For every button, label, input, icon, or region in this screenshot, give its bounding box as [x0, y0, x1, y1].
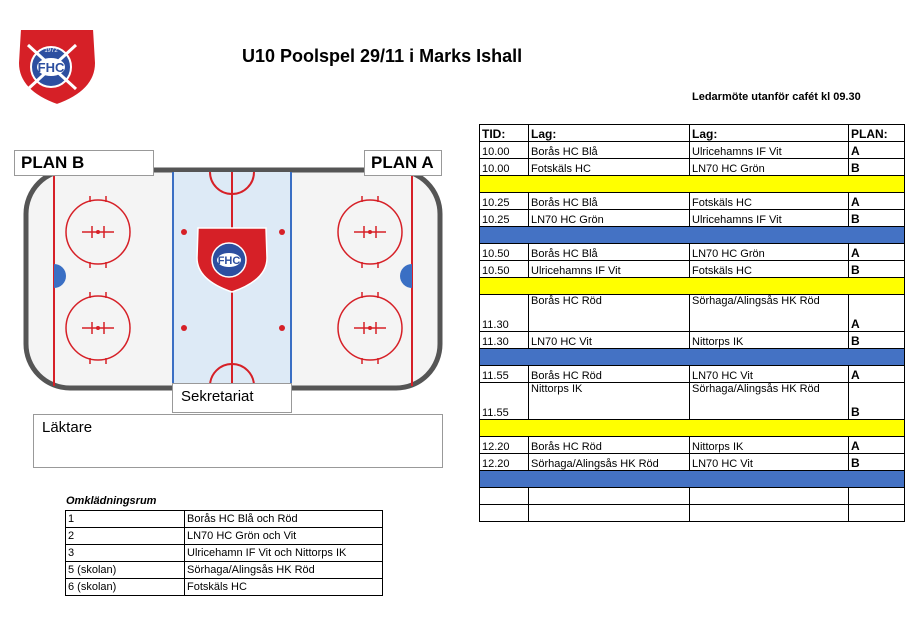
club-logo	[14, 25, 100, 107]
table-row	[480, 295, 905, 332]
team-cell: LN70 HC Grön	[690, 244, 849, 261]
table-row-empty	[480, 505, 905, 522]
svg-text:FHC: FHC	[217, 255, 241, 267]
time-cell: 11.30	[480, 332, 529, 349]
team-cell: LN70 HC Grön	[529, 210, 690, 227]
plan-cell: A	[849, 295, 905, 332]
time-cell: 11.55	[480, 383, 529, 420]
time-cell: 12.20	[480, 437, 529, 454]
table-row	[480, 261, 905, 278]
table-row	[66, 511, 383, 528]
teams-cell: Sörhaga/Alingsås HK Röd	[185, 562, 383, 579]
plan-a-label: PLAN A	[364, 150, 442, 176]
column-header-time: TID:	[480, 125, 529, 142]
table-row	[66, 579, 383, 596]
table-row	[480, 383, 905, 420]
teams-cell: Fotskäls HC	[185, 579, 383, 596]
room-cell: 1	[66, 511, 185, 528]
time-cell: 10.50	[480, 244, 529, 261]
team-cell: Nittorps IK	[690, 437, 849, 454]
separator-row-yellow	[480, 420, 905, 437]
team-cell: Borås HC Blå	[529, 142, 690, 159]
time-cell: 10.00	[480, 159, 529, 176]
time-cell: 10.25	[480, 193, 529, 210]
team-cell: Borås HC Blå	[529, 244, 690, 261]
time-cell: 10.25	[480, 210, 529, 227]
plan-cell: B	[849, 159, 905, 176]
time-cell: 10.50	[480, 261, 529, 278]
separator-row-blue	[480, 227, 905, 244]
column-header-plan: PLAN:	[849, 125, 905, 142]
team-cell: Fotskäls HC	[529, 159, 690, 176]
table-row	[480, 244, 905, 261]
secretariat-label: Sekretariat	[172, 383, 292, 413]
table-row	[480, 366, 905, 383]
teams-cell: LN70 HC Grön och Vit	[185, 528, 383, 545]
room-cell: 2	[66, 528, 185, 545]
column-header-team1: Lag:	[529, 125, 690, 142]
separator-row-blue	[480, 349, 905, 366]
team-cell: Borås HC Röd	[529, 437, 690, 454]
plan-cell: B	[849, 210, 905, 227]
table-row	[480, 159, 905, 176]
rink-diagram	[20, 160, 448, 400]
team-cell: LN70 HC Vit	[529, 332, 690, 349]
svg-text:1972: 1972	[44, 48, 58, 54]
team-cell: Nittorps IK	[529, 383, 690, 420]
dressing-rooms-title: Omklädningsrum	[66, 495, 157, 507]
team-cell: LN70 HC Vit	[690, 366, 849, 383]
teams-cell: Ulricehamn IF Vit och Nittorps IK	[185, 545, 383, 562]
team-cell: Fotskäls HC	[690, 261, 849, 278]
meeting-note: Ledarmöte utanför cafét kl 09.30	[692, 91, 861, 103]
dressing-rooms-table	[65, 510, 383, 596]
team-cell: Ulricehamns IF Vit	[690, 210, 849, 227]
table-row	[66, 528, 383, 545]
separator-row-yellow	[480, 278, 905, 295]
separator-row-blue	[480, 471, 905, 488]
room-cell: 6 (skolan)	[66, 579, 185, 596]
team-cell: LN70 HC Vit	[690, 454, 849, 471]
time-cell: 11.55	[480, 366, 529, 383]
column-header-team2: Lag:	[690, 125, 849, 142]
team-cell: Borås HC Röd	[529, 295, 690, 332]
team-cell: Borås HC Blå	[529, 193, 690, 210]
plan-cell: B	[849, 383, 905, 420]
plan-cell: A	[849, 437, 905, 454]
plan-cell: A	[849, 142, 905, 159]
team-cell: Ulricehamns IF Vit	[529, 261, 690, 278]
plan-cell: A	[849, 366, 905, 383]
table-row	[480, 210, 905, 227]
svg-text:FHC: FHC	[37, 60, 65, 75]
plan-cell: A	[849, 244, 905, 261]
room-cell: 5 (skolan)	[66, 562, 185, 579]
teams-cell: Borås HC Blå och Röd	[185, 511, 383, 528]
stands-label: Läktare	[33, 414, 443, 468]
team-cell: Borås HC Röd	[529, 366, 690, 383]
table-row	[480, 193, 905, 210]
table-row	[66, 545, 383, 562]
team-cell: LN70 HC Grön	[690, 159, 849, 176]
page-title: U10 Poolspel 29/11 i Marks Ishall	[242, 46, 523, 66]
plan-cell: B	[849, 261, 905, 278]
table-row	[480, 142, 905, 159]
team-cell: Ulricehamns IF Vit	[690, 142, 849, 159]
plan-cell: B	[849, 332, 905, 349]
plan-cell: B	[849, 454, 905, 471]
team-cell: Sörhaga/Alingsås HK Röd	[529, 454, 690, 471]
plan-b-label: PLAN B	[14, 150, 154, 176]
plan-cell: A	[849, 193, 905, 210]
separator-row-yellow	[480, 176, 905, 193]
room-cell: 3	[66, 545, 185, 562]
table-row	[480, 437, 905, 454]
team-cell: Sörhaga/Alingsås HK Röd	[690, 383, 849, 420]
time-cell: 11.30	[480, 295, 529, 332]
table-row-empty	[480, 488, 905, 505]
game-schedule-table	[479, 124, 905, 522]
team-cell: Fotskäls HC	[690, 193, 849, 210]
table-row	[480, 454, 905, 471]
table-header-row	[480, 125, 905, 142]
time-cell: 10.00	[480, 142, 529, 159]
team-cell: Nittorps IK	[690, 332, 849, 349]
table-row	[66, 562, 383, 579]
time-cell: 12.20	[480, 454, 529, 471]
table-row	[480, 332, 905, 349]
team-cell: Sörhaga/Alingsås HK Röd	[690, 295, 849, 332]
